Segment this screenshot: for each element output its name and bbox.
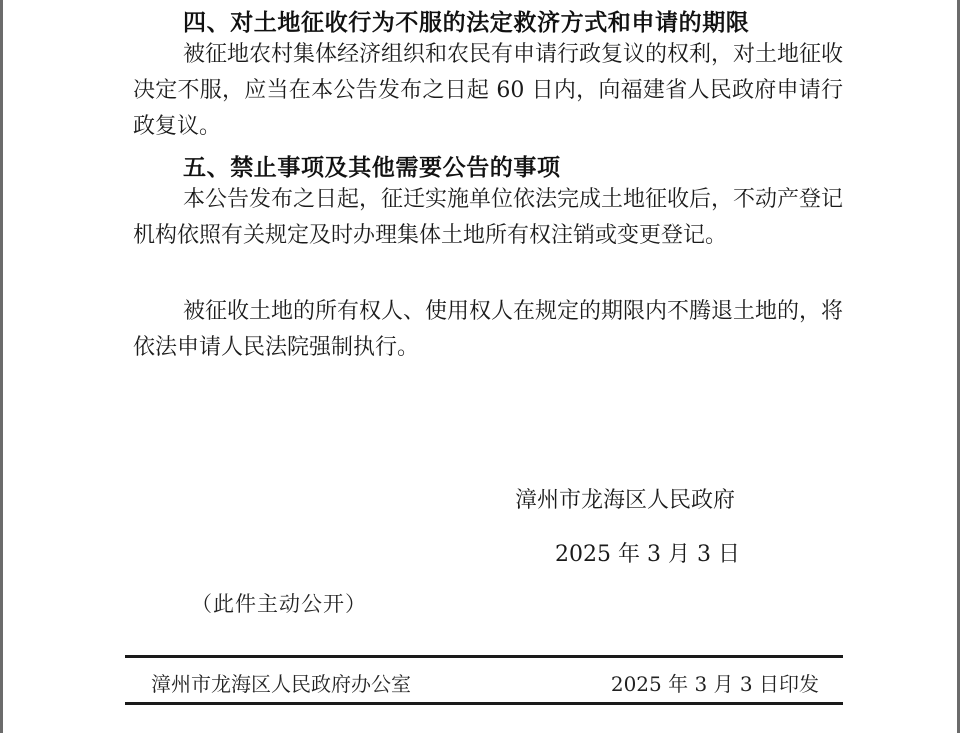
section-heading-remedy: 四、对土地征收行为不服的法定救济方式和申请的期限 xyxy=(183,10,750,36)
paragraph-registration: 本公告发布之日起，征迁实施单位依法完成土地征收后，不动产登记机构依照有关规定及时办理集体土地所有权注销或变更登记。 xyxy=(133,187,844,248)
document-page xyxy=(3,0,957,733)
footer-office: 漳州市龙海区人民政府办公室 xyxy=(151,672,411,696)
footer-rule-bottom xyxy=(125,702,843,705)
paragraph-enforcement: 被征收土地的所有权人、使用权人在规定的期限内不腾退土地的，将依法申请人民法院强制执行。 xyxy=(133,299,844,360)
signature-issuer: 漳州市龙海区人民政府 xyxy=(515,488,736,513)
section-heading-prohibitions: 五、禁止事项及其他需要公告的事项 xyxy=(183,155,561,181)
footer-rule-top xyxy=(125,655,843,658)
paragraph-remedy: 被征地农村集体经济组织和农民有申请行政复议的权利，对土地征收决定不服，应当在本公告发布之日起 60 日内，向福建省人民政府申请行政复议。 xyxy=(133,42,844,139)
signature-date: 2025 年 3 月 3 日 xyxy=(555,542,740,567)
footer-issue-date: 2025 年 3 月 3 日印发 xyxy=(610,672,819,696)
disclosure-note: （此件主动公开） xyxy=(191,592,367,616)
